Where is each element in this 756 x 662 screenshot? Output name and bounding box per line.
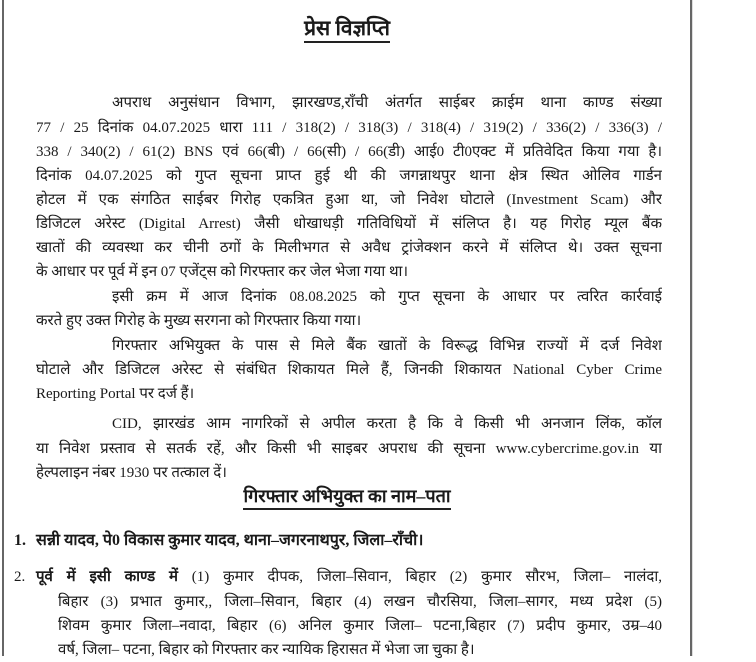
para1-line: 77 / 25 दिनांक 04.07.2025 धारा 111 / 318(2) / 318(3) / 318(4) / 319(2) / 336(2) / 336(3) / [36,120,662,136]
para1-line: के आधार पर पूर्व में इन 07 एजेंट्स को गिरफ्तार कर जेल भेजा गया था। [36,264,409,280]
para1-line: अपराध अनुसंधान विभाग, झारखण्ड,राँची अंतर्गत साईबर क्राईम थाना काण्ड संख्या [112,95,662,111]
item2-line: वर्ष, जिला– पटना, बिहार को गिरफ्तार कर न्यायिक हिरासत में भेजा जा चुका है। [58,642,475,658]
item2-line: बिहार (3) प्रभात कुमार,, जिला–सिवान, बिहार (4) लखन चौरसिया, जिला–सागर, मध्य प्रदेश (5) [58,594,662,610]
item-number: 2. [14,569,26,585]
para1-line: खातों की व्यवस्था कर चीनी ठगों के मिलीभगत से अवैध ट्रांजेक्शन करने में संलिप्त थे। उक्त सूचना [36,240,662,256]
accused-item-2 [14,567,662,589]
para1-line: दिनांक 04.07.2025 को गुप्त सूचना प्राप्त हुई थी की जगन्नाथपुर थाना क्षेत्र स्थित ओलिव गार्डन [36,168,662,184]
para1-line: होटल में एक संगठित साईबर गिरोह एकत्रित हुआ था, जो निवेश घोटाले (Investment Scam) और [36,192,662,208]
item2-line: शिवम कुमार जिला–नवादा, बिहार (6) अनिल कुमार जिला– पटना,बिहार (7) प्रदीप कुमार, उम्र–40 [58,618,662,634]
document-page [2,0,692,656]
item-bold-text: पूर्व में इसी काण्ड में [36,569,178,585]
page-title [4,14,690,42]
title-text: प्रेस विज्ञप्ति [304,16,390,43]
para3-line: गिरफ्तार अभियुक्त के पास से मिले बैंक खातों के विरूद्ध विभिन्न राज्यों में दर्ज निवेश [112,338,662,354]
heading-text: गिरफ्तार अभियुक्त का नाम–पता [243,486,450,510]
para3-line: घोटाले और डिजिटल अरेस्ट से संबंधित शिकायत मिले हैं, जिनकी शिकायत National Cyber Crime [36,362,662,378]
para2-line: करते हुए उक्त गिरोह के मुख्य सरगना को गिरफ्तार किया गया। [36,313,362,329]
para4-line: CID, झारखंड आम नागरिकों से अपील करता है कि वे किसी भी अनजान लिंक, कॉल [112,416,662,432]
item-number: 1. [14,532,26,549]
viewer-margin [692,0,756,656]
accused-item-1 [14,528,423,550]
para3-line: Reporting Portal पर दर्ज हैं। [36,386,195,402]
section-heading [4,484,690,508]
item-text: सन्नी यादव, पे0 विकास कुमार यादव, थाना–जगरनाथपुर, जिला–राँची। [36,532,424,549]
item-text: (1) कुमार दीपक, जिला–सिवान, बिहार (2) कुमार सौरभ, जिला– नालंदा, [191,569,662,585]
para1-line: डिजिटल अरेस्ट (Digital Arrest) जैसी धोखाधड़ी गतिविधियों में संलिप्त है। यह गिरोह म्यूल बैंक [36,216,662,232]
para1-line: 338 / 340(2) / 61(2) BNS एवं 66(बी) / 66(सी) / 66(डी) आई0 टी0एक्ट में प्रतिवेदित किया गया है। [36,144,662,160]
para2-line: इसी क्रम में आज दिनांक 08.08.2025 को गुप्त सूचना के आधार पर त्वरित कार्रवाई [112,289,662,305]
para4-line: हेल्पलाइन नंबर 1930 पर तत्काल दें। [36,465,227,481]
para4-line: या निवेश प्रस्ताव से सतर्क रहें, और किसी भी साइबर अपराध की सूचना www.cybercrime.gov.in या [36,441,662,457]
